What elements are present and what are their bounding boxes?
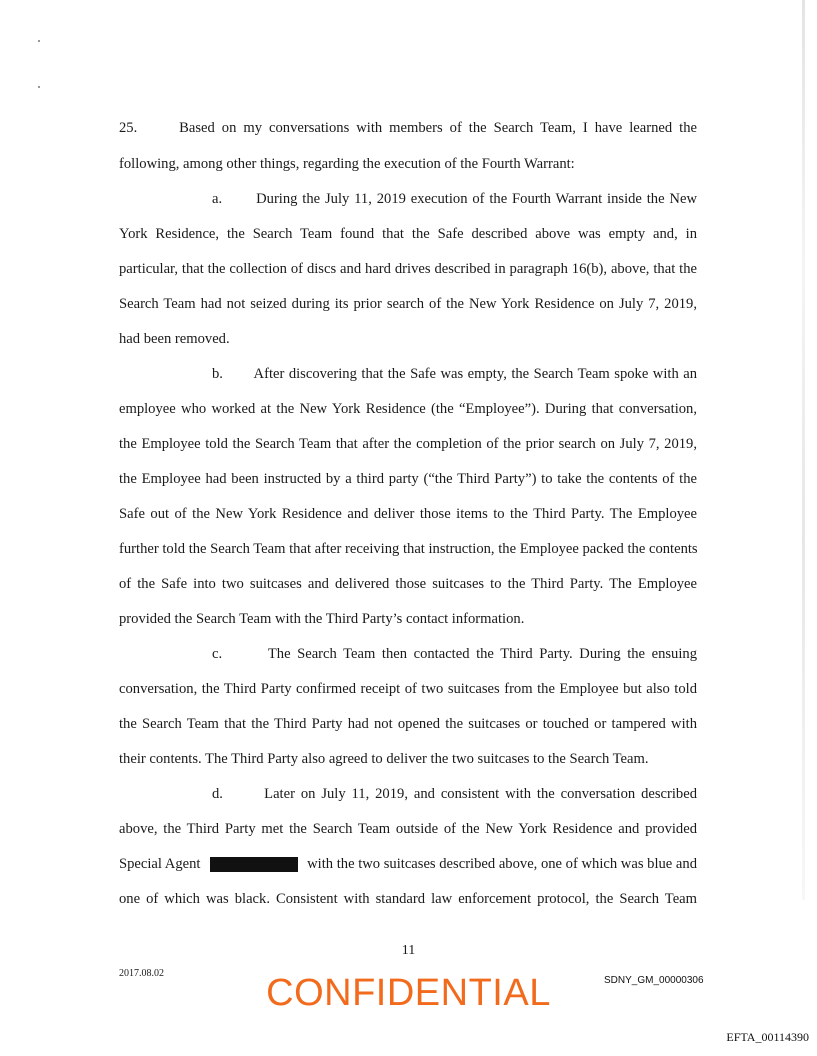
- para-25-line-2: [119, 156, 697, 173]
- para-c-line-3: [119, 716, 697, 733]
- confidential-stamp: CONFIDENTIAL: [266, 972, 551, 1014]
- text-line: the Search Team that the Third Party had not opened the suitcases or touched or tampered with: [119, 716, 697, 732]
- text-line: Special Agent: [119, 856, 201, 872]
- text-line: with the two suitcases described above, one of which was blue and: [307, 856, 697, 872]
- para-a-line-1: [212, 191, 697, 208]
- text-line: Safe out of the New York Residence and deliver those items to the Third Party. The Employee: [119, 506, 697, 522]
- text-line: d. Later on July 11, 2019, and consistent with the conversation described: [212, 786, 697, 802]
- text-line: provided the Search Team with the Third Party’s contact information.: [119, 611, 525, 627]
- para-b-line-2: [119, 401, 697, 418]
- para-a-line-2: [119, 226, 697, 243]
- para-d-line-2: [119, 821, 697, 838]
- page-number: 11: [401, 943, 416, 958]
- para-25-line-1: [119, 120, 697, 137]
- text-line: further told the Search Team that after receiving that instruction, the Employee packed the contents: [119, 541, 698, 557]
- para-b-line-4: [119, 471, 697, 488]
- para-b-line-3: [119, 436, 697, 453]
- text-line: of the Safe into two suitcases and delivered those suitcases to the Third Party. The Employee: [119, 576, 697, 592]
- text-line: conversation, the Third Party confirmed receipt of two suitcases from the Employee but also told: [119, 681, 697, 697]
- para-b-line-1: [212, 366, 697, 383]
- text-line: following, among other things, regarding the execution of the Fourth Warrant:: [119, 156, 575, 172]
- text-line: the Employee told the Search Team that after the completion of the prior search on July 7, 2019,: [119, 436, 697, 452]
- text-line: one of which was black. Consistent with standard law enforcement protocol, the Search Team: [119, 891, 697, 907]
- para-b-line-6: [119, 541, 697, 558]
- text-line: a. During the July 11, 2019 execution of the Fourth Warrant inside the New: [212, 191, 697, 207]
- para-c-line-4: [119, 751, 697, 768]
- text-line: their contents. The Third Party also agreed to deliver the two suitcases to the Search Team.: [119, 751, 649, 767]
- para-d-line-4: [119, 891, 697, 908]
- text-line: employee who worked at the New York Residence (the “Employee”). During that conversation,: [119, 401, 697, 417]
- para-b-line-8: [119, 611, 697, 628]
- para-a-line-4: [119, 296, 697, 313]
- scan-speck: [38, 40, 40, 42]
- bates-number: SDNY_GM_00000306: [604, 975, 704, 986]
- text-line: c. The Search Team then contacted the Third Party. During the ensuing: [212, 646, 697, 662]
- scan-edge-artifact: [802, 0, 805, 900]
- para-a-line-5: [119, 331, 697, 348]
- scan-speck: [38, 86, 40, 88]
- text-line: had been removed.: [119, 331, 230, 347]
- para-b-line-5: [119, 506, 697, 523]
- text-line: York Residence, the Search Team found that the Safe described above was empty and, in: [119, 226, 697, 242]
- redaction-bar: [210, 857, 298, 872]
- para-b-line-7: [119, 576, 697, 593]
- para-c-line-2: [119, 681, 697, 698]
- text-line: particular, that the collection of discs and hard drives described in paragraph 16(b), above, that the: [119, 261, 697, 277]
- para-c-line-1: [212, 646, 697, 663]
- text-line: 25. Based on my conversations with members of the Search Team, I have learned the: [119, 120, 697, 136]
- para-a-line-3: [119, 261, 697, 278]
- text-line: above, the Third Party met the Search Team outside of the New York Residence and provided: [119, 821, 697, 837]
- para-d-line-3: [119, 856, 697, 873]
- para-d-line-1: [212, 786, 697, 803]
- text-line: the Employee had been instructed by a third party (“the Third Party”) to take the contents of the: [119, 471, 697, 487]
- document-date-code: 2017.08.02: [119, 968, 164, 979]
- efta-number: EFTA_00114390: [726, 1030, 809, 1044]
- text-line: Search Team had not seized during its prior search of the New York Residence on July 7, 2019,: [119, 296, 697, 312]
- text-line: b. After discovering that the Safe was empty, the Search Team spoke with an: [212, 366, 697, 382]
